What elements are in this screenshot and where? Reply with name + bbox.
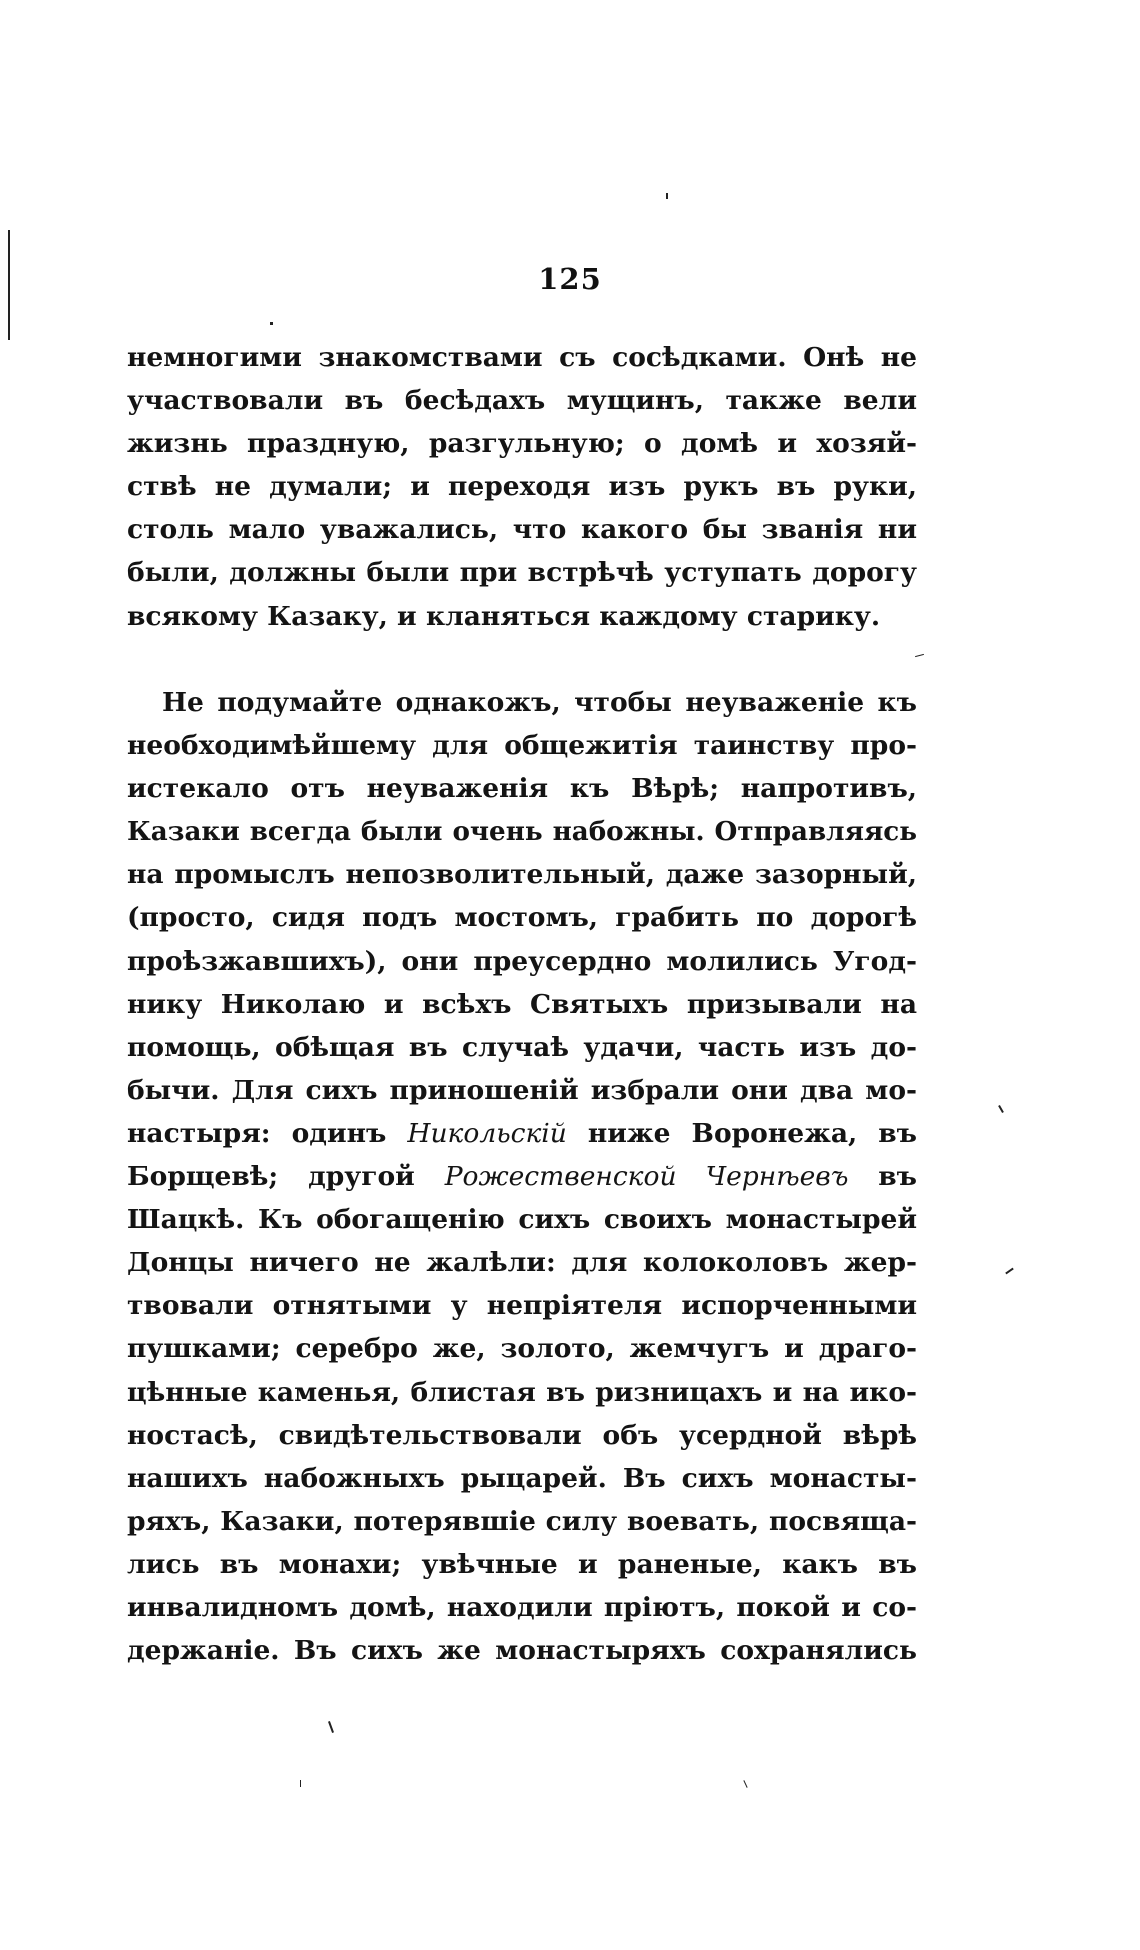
scan-speck bbox=[743, 1780, 747, 1788]
text-line: необходимѣйшему для общежитія таинству про- bbox=[127, 730, 917, 762]
page-number: 125 bbox=[538, 262, 602, 296]
text-line: Донцы ничего не жалѣли: для колоколовъ жер- bbox=[127, 1247, 917, 1279]
text-line: жизнь праздную, разгульную; о домѣ и хозяй- bbox=[127, 428, 917, 460]
text-segment: Борщевѣ; другой bbox=[127, 1161, 445, 1193]
paragraph-1 bbox=[127, 336, 917, 638]
scan-speck bbox=[300, 1780, 301, 1787]
text-line: ствѣ не думали; и переходя изъ рукъ въ руки, bbox=[127, 471, 917, 503]
scan-speck bbox=[915, 654, 924, 657]
text-line: лись въ монахи; увѣчные и раненые, какъ въ bbox=[127, 1548, 917, 1580]
text-line: на промыслъ непозволительный, даже зазорный, bbox=[127, 859, 917, 891]
text-line: держаніе. Въ сихъ же монастыряхъ сохранялись bbox=[127, 1635, 917, 1667]
text-line: нашихъ набожныхъ рыцарей. Въ сихъ монасты- bbox=[127, 1462, 917, 1494]
scan-edge-mark bbox=[8, 230, 10, 340]
text-line: всякому Казаку, и кланяться каждому старику. bbox=[127, 600, 881, 632]
text-line bbox=[127, 1155, 917, 1198]
paragraph-2 bbox=[127, 681, 917, 1672]
text-line: немногими знакомствами съ сосѣдками. Онѣ не bbox=[127, 342, 917, 373]
scan-speck bbox=[666, 193, 668, 199]
text-line: (просто, сидя подъ мостомъ, грабить по дорогѣ bbox=[127, 902, 917, 934]
text-line: ностасѣ, свидѣтельствовали объ усердной вѣрѣ bbox=[127, 1419, 917, 1451]
scan-speck bbox=[1005, 1268, 1014, 1275]
text-segment: въ bbox=[848, 1161, 917, 1193]
text-line: участвовали въ бесѣдахъ мущинъ, также вели bbox=[127, 385, 917, 417]
scan-speck bbox=[270, 322, 273, 325]
text-line: помощь, обѣщая въ случаѣ удачи, часть изъ до- bbox=[127, 1031, 917, 1063]
text-line: столь мало уважались, что какого бы званія ни bbox=[127, 514, 917, 546]
scan-speck bbox=[998, 1105, 1004, 1113]
italic-name: Рожественской Чернѣевъ bbox=[444, 1161, 849, 1193]
text-line: твовали отнятыми у непріятеля испорченными bbox=[127, 1290, 917, 1322]
scan-speck bbox=[328, 1721, 334, 1733]
text-line: инвалидномъ домѣ, находили пріютъ, покой и со- bbox=[127, 1591, 917, 1623]
text-line: Шацкѣ. Къ обогащенію сихъ своихъ монастырей bbox=[127, 1204, 917, 1236]
text-line bbox=[127, 1112, 917, 1155]
italic-name: Никольскій bbox=[407, 1117, 567, 1149]
text-line: нику Николаю и всѣхъ Святыхъ призывали на bbox=[127, 988, 917, 1020]
text-line: проѣзжавшихъ), они преусердно молились Угод- bbox=[127, 945, 917, 977]
text-line: цѣнные каменья, блистая въ ризницахъ и на ико- bbox=[127, 1376, 917, 1408]
text-segment: ниже Воронежа, въ bbox=[566, 1117, 918, 1149]
text-line: истекало отъ неуваженія къ Вѣрѣ; напротивъ, bbox=[127, 773, 917, 805]
text-line: Не подумайте однакожъ, чтобы неуваженіе къ bbox=[162, 687, 917, 718]
text-line: Казаки всегда были очень набожны. Отправляясь bbox=[127, 816, 917, 848]
text-line: бычи. Для сихъ приношеній избрали они два мо- bbox=[127, 1074, 917, 1106]
text-line: пушками; серебро же, золото, жемчугъ и драго- bbox=[127, 1333, 917, 1365]
text-line: ряхъ, Казаки, потерявшіе силу воевать, посвяща- bbox=[127, 1505, 917, 1537]
text-line: были, должны были при встрѣчѣ уступать дорогу bbox=[127, 557, 917, 589]
text-segment: настыря: одинъ bbox=[127, 1117, 408, 1149]
